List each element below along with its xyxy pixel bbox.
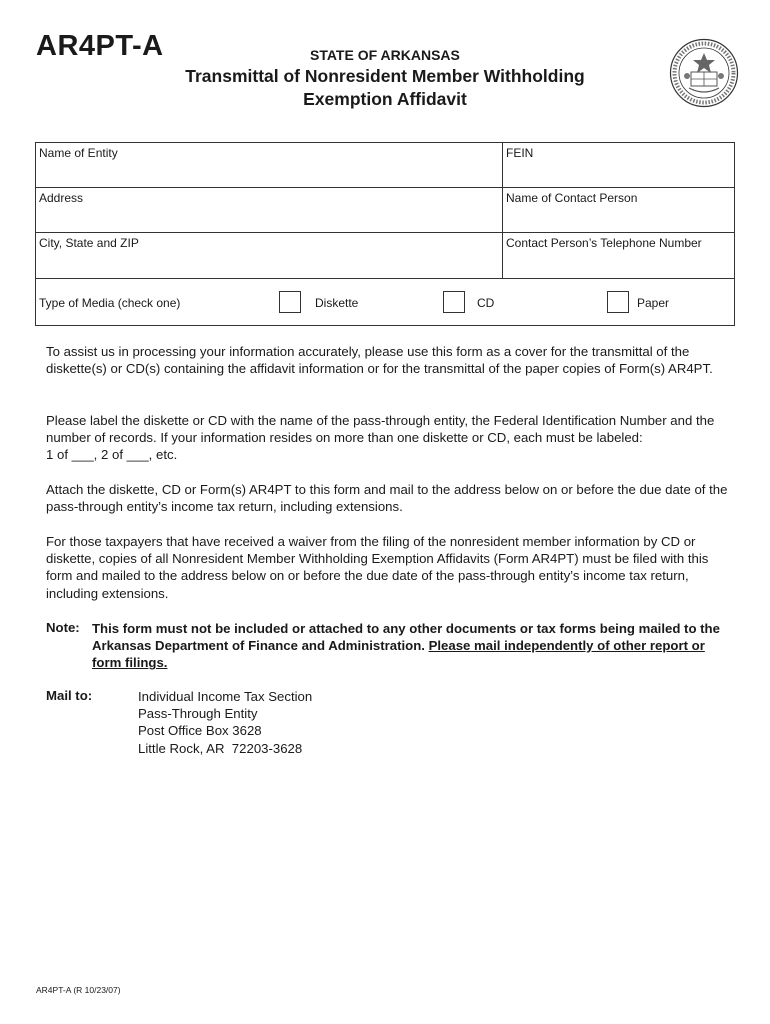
contact-phone-field[interactable] <box>503 233 734 278</box>
instructions-paragraph-3: Attach the diskette, CD or Form(s) AR4PT to this form and mail to the address below on or before the due date of the pass-through entity’s income tax return, including extensions. <box>46 482 728 515</box>
form-title-line2: Exemption Affidavit <box>303 89 467 109</box>
instructions-paragraph-1: To assist us in processing your information accurately, please use this form as a cover for the transmittal of the diskette(s) or CD(s) containing the affidavit information or for the transmittal of the paper copies of Form(s) AR4PT. <box>46 344 713 377</box>
form-title-line1: Transmittal of Nonresident Member Withholding <box>185 66 585 86</box>
mailing-address <box>138 688 312 757</box>
entity-name-field[interactable] <box>36 143 503 187</box>
fein-field[interactable] <box>503 143 734 187</box>
media-type-label: Type of Media (check one) <box>39 296 181 310</box>
diskette-label: Diskette <box>315 296 359 310</box>
fein-label: FEIN <box>506 146 534 160</box>
contact-person-field[interactable] <box>503 188 734 232</box>
contact-phone-label: Contact Person’s Telephone Number <box>506 236 702 250</box>
state-name: STATE OF ARKANSAS <box>310 47 460 63</box>
city-state-zip-label: City, State and ZIP <box>39 236 139 250</box>
address-line: Individual Income Tax Section <box>138 689 313 704</box>
entity-name-label: Name of Entity <box>39 146 118 160</box>
contact-person-label: Name of Contact Person <box>506 191 638 205</box>
note-underlined: Please mail independently of other report or form filings. <box>92 638 705 671</box>
form-code: AR4PT-A <box>36 30 164 62</box>
paper-checkbox[interactable] <box>607 291 629 313</box>
city-state-zip-field[interactable] <box>36 233 503 278</box>
labeling-example: 1 of ___, 2 of ___, etc. <box>46 447 178 462</box>
mail-to-label: Mail to: <box>46 688 93 703</box>
cd-checkbox[interactable] <box>443 291 465 313</box>
note-label: Note: <box>46 620 80 635</box>
address-label: Address <box>39 191 84 205</box>
note-text <box>92 620 732 672</box>
paper-label: Paper <box>637 296 670 310</box>
address-line: Little Rock, AR 72203-3628 <box>138 740 303 756</box>
address-line: Pass-Through Entity <box>138 706 258 722</box>
cd-label: CD <box>477 296 495 310</box>
diskette-checkbox[interactable] <box>279 291 301 313</box>
form-revision: AR4PT-A (R 10/23/07) <box>36 985 121 995</box>
instructions-paragraph-4: For those taxpayers that have received a waiver from the filing of the nonresident member information by CD or diskette, copies of all Nonresident Member Withholding Exemption Affidavits (Form AR4PT) must be filed with this form and mailed to the address below on or before the due date of the pass-through entity’s income tax return, including extensions. <box>46 534 709 601</box>
address-line: Post Office Box 3628 <box>138 723 262 739</box>
state-seal-icon <box>669 38 739 108</box>
instructions-paragraph-2: Please label the diskette or CD with the name of the pass-through entity, the Federal Identification Number and the number of records. If your information resides on more than one diskette or CD, each must be labeled: <box>46 413 715 446</box>
address-field[interactable] <box>36 188 503 232</box>
note-body: This form must not be included or attached to any other documents or tax forms being mailed to the Arkansas Department of Finance and Administration. <box>92 621 720 654</box>
